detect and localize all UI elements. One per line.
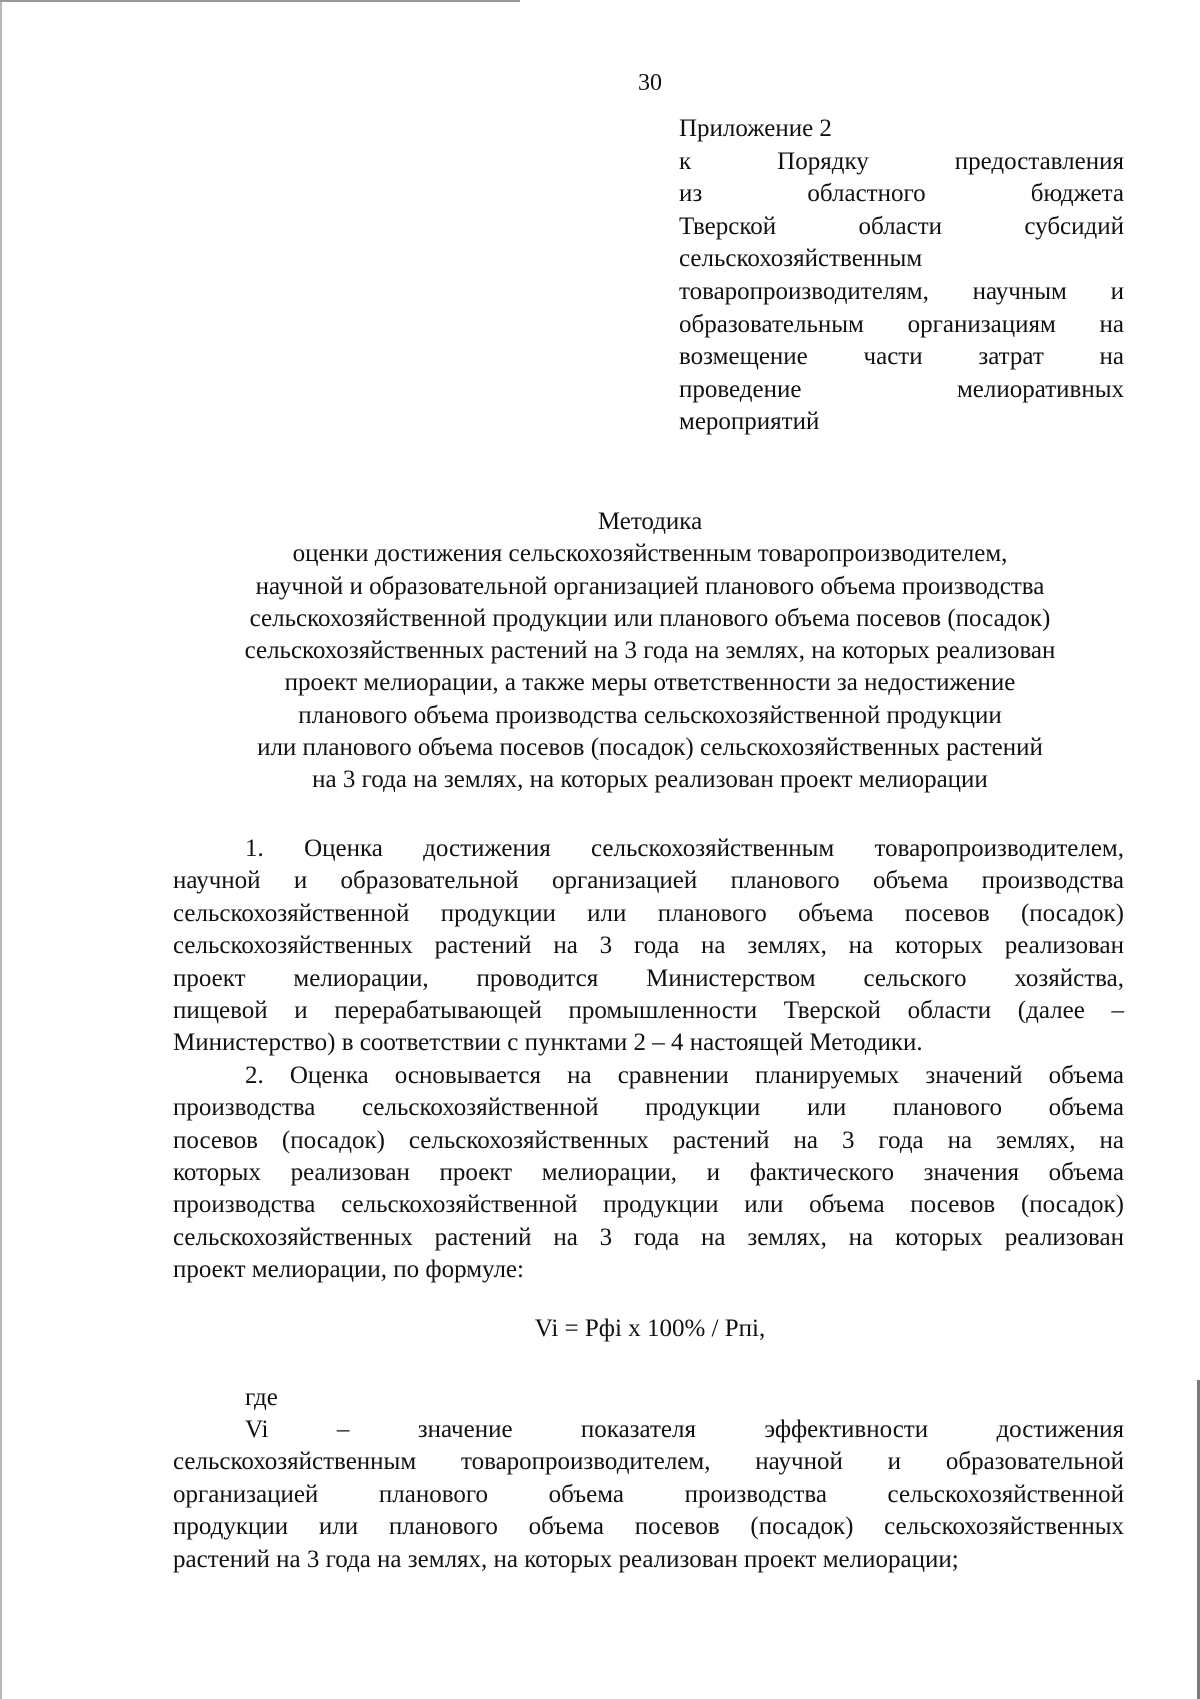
paragraph-1-line: сельскохозяйственных растений на 3 года на землях, на которых реализован <box>173 932 1124 960</box>
definition-line: продукции или планового объема посевов (посадок) сельскохозяйственных <box>173 1513 1124 1541</box>
annex-line: к Порядку предоставления <box>679 147 1124 175</box>
scan-edge-top <box>0 0 520 2</box>
paragraph-1-line: проект мелиорации, проводится Министерством сельского хозяйства, <box>173 964 1124 992</box>
paragraph-1-line: пищевой и перерабатывающей промышленности Тверской области (далее – <box>173 997 1124 1025</box>
paragraph-2-line: производства сельскохозяйственной продукции или планового объема <box>173 1094 1124 1122</box>
paragraph-1-line: Министерство) в соответствии с пунктами 2 – 4 настоящей Методики. <box>173 1029 923 1057</box>
body-text <box>173 833 1124 1287</box>
annex-line: Приложение 2 <box>679 115 832 142</box>
paragraph-1-line: сельскохозяйственной продукции или планового объема посевов (посадок) <box>173 899 1124 927</box>
paragraph-1-line: 1. Оценка достижения сельскохозяйственным товаропроизводителем, <box>245 835 1124 862</box>
title-heading: Методика <box>597 508 703 535</box>
title-line: или планового объема посевов (посадок) сельскохозяйственных растений <box>257 734 1043 762</box>
definition-line: Vi – значение показателя эффективности достижения <box>245 1416 1124 1443</box>
title-line: сельскохозяйственных растений на 3 года на землях, на которых реализован <box>244 637 1056 665</box>
paragraph-2-line: производства сельскохозяйственной продукции или объема посевов (посадок) <box>173 1191 1124 1219</box>
annex-line: мероприятий <box>679 408 820 436</box>
title-line: научной и образовательной организацией планового объема производства <box>255 572 1045 600</box>
definition-line: организацией планового объема производства сельскохозяйственной <box>173 1480 1124 1508</box>
title-line: сельскохозяйственной продукции или планового объема посевов (посадок) <box>249 604 1051 632</box>
annex-line: проведение мелиоративных <box>679 375 1124 403</box>
annex-line: возмещение части затрат на <box>679 343 1124 371</box>
annex-line: сельскохозяйственным <box>679 245 923 273</box>
formula: Vi = Рфi x 100% / Рпi, <box>534 1315 766 1342</box>
annex-line: из областного бюджета <box>679 180 1124 208</box>
annex-reference <box>679 113 1124 439</box>
document-title <box>120 506 1180 797</box>
paragraph-2-line: посевов (посадок) сельскохозяйственных растений на 3 года на землях, на <box>173 1126 1124 1154</box>
definition-line: растений на 3 года на землях, на которых реализован проект мелиорации; <box>173 1545 959 1573</box>
page-number: 30 <box>638 70 662 96</box>
where-label: где <box>245 1384 278 1411</box>
annex-line: образовательным организациям на <box>679 310 1124 338</box>
paragraph-2-line: 2. Оценка основывается на сравнении планируемых значений объема <box>245 1061 1124 1089</box>
paragraph-2-line: которых реализован проект мелиорации, и фактического значения объема <box>173 1159 1124 1187</box>
title-line: оценки достижения сельскохозяйственным товаропроизводителем, <box>292 540 1008 568</box>
paragraph-2-line: проект мелиорации, по формуле: <box>173 1256 524 1284</box>
annex-line: товаропроизводителям, научным и <box>679 277 1124 305</box>
title-line: на 3 года на землях, на которых реализован проект мелиорации <box>312 766 988 794</box>
definition-text <box>173 1414 1124 1576</box>
paragraph-2-line: сельскохозяйственных растений на 3 года на землях, на которых реализован <box>173 1223 1124 1251</box>
title-line: проект мелиорации, а также меры ответственности за недостижение <box>284 669 1016 697</box>
annex-line: Тверской области субсидий <box>679 212 1124 240</box>
scan-edge-left <box>0 0 2 1699</box>
definition-line: сельскохозяйственным товаропроизводителем, научной и образовательной <box>173 1448 1124 1476</box>
title-line: планового объема производства сельскохозяйственной продукции <box>298 701 1002 729</box>
paragraph-1-line: научной и образовательной организацией планового объема производства <box>173 867 1124 895</box>
